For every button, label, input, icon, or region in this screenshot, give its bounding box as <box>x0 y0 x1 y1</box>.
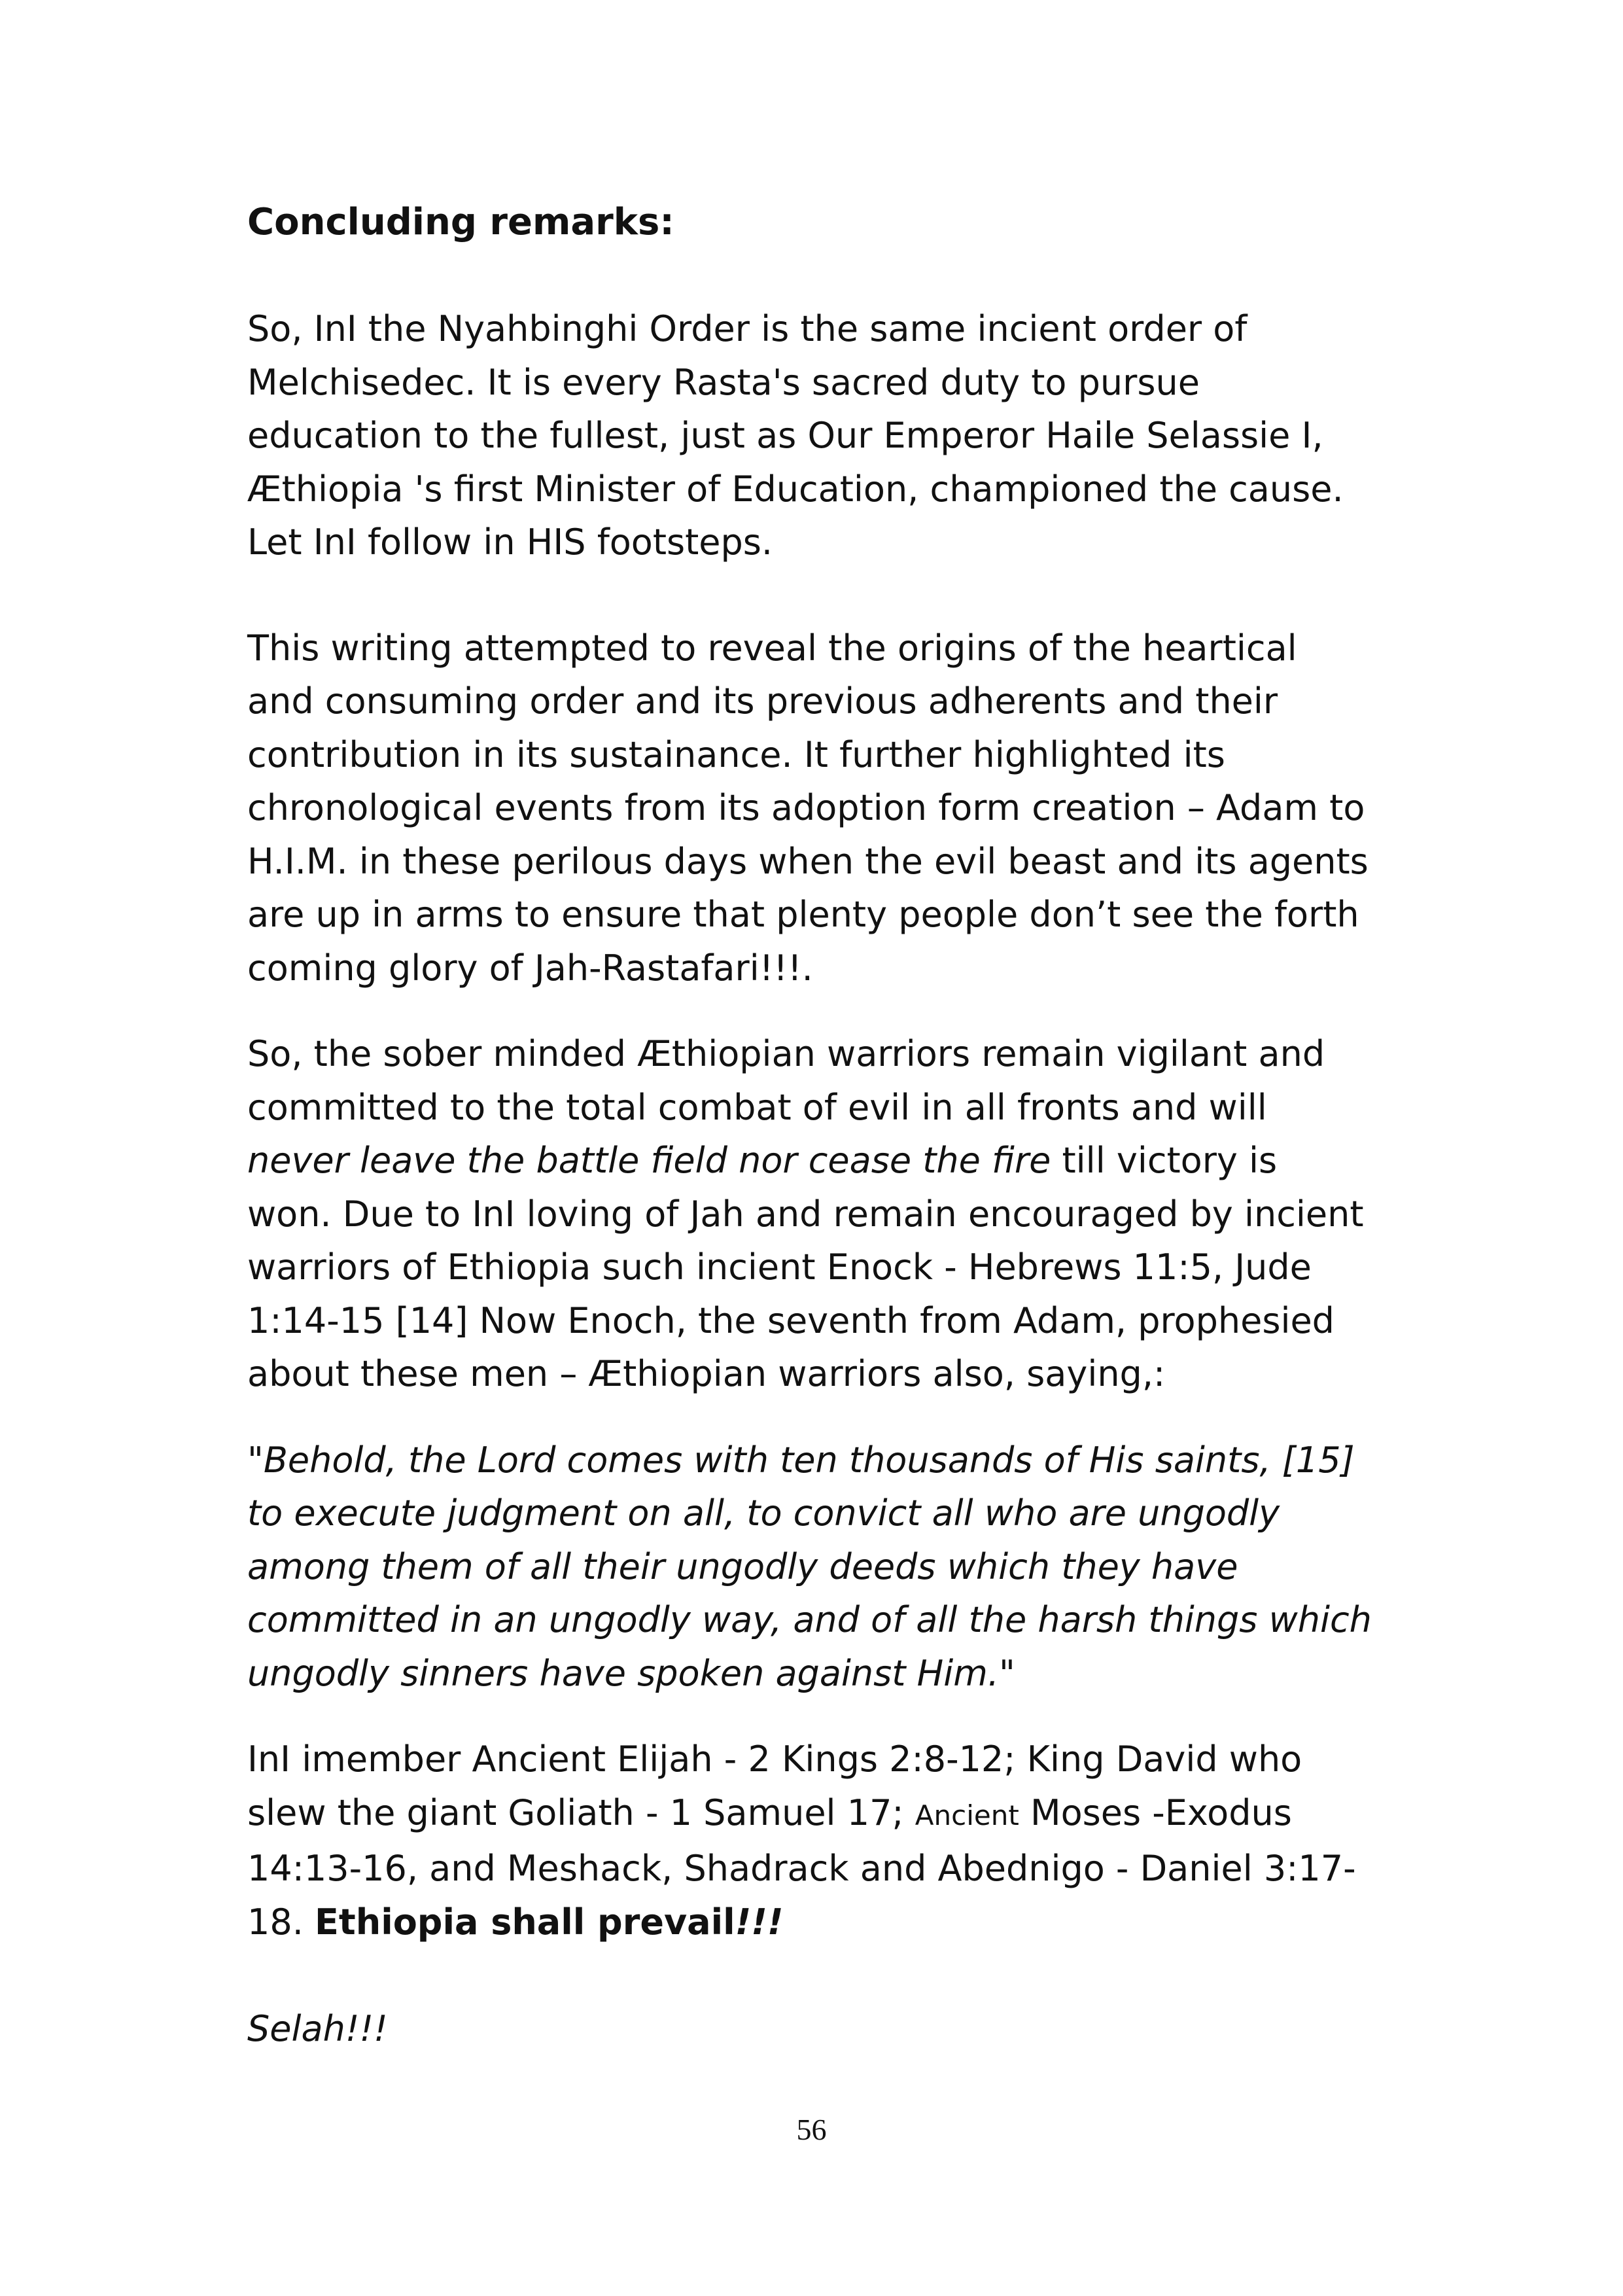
text-line: chronological events from its adoption form creation – Adam to <box>247 787 1365 828</box>
text-fragment: Moses -Exodus <box>1019 1792 1292 1833</box>
document-body <box>247 196 1399 2056</box>
quote-line: ungodly sinners have spoken against Him." <box>247 1652 1015 1694</box>
text-line: committed to the total combat of evil in all fronts and will <box>247 1086 1267 1128</box>
text-line: 14:13-16, and Meshack, Shadrack and Abednigo - Daniel 3:17- <box>247 1848 1356 1889</box>
text-line <box>247 1786 1399 1843</box>
text-line: This writing attempted to reveal the origins of the heartical <box>247 627 1297 669</box>
text-line: So, the sober minded Æthiopian warriors remain vigilant and <box>247 1033 1325 1074</box>
section-heading: Concluding remarks: <box>247 201 674 243</box>
text-fragment: slew the giant Goliath - 1 Samuel 17; <box>247 1792 915 1833</box>
emphasis-text: never leave the battle field nor cease the fire <box>247 1140 1051 1181</box>
text-fragment: till victory is <box>1051 1140 1278 1181</box>
paragraph-warriors <box>247 1027 1399 1401</box>
text-line: InI imember Ancient Elijah - 2 Kings 2:8-12; King David who <box>247 1739 1302 1780</box>
text-line: about these men – Æthiopian warriors also, saying,: <box>247 1353 1166 1394</box>
small-text: Ancient <box>915 1799 1019 1831</box>
paragraph-intro <box>247 302 1399 569</box>
quote-line: among them of all their ungodly deeds which they have <box>247 1545 1238 1587</box>
text-line: and consuming order and its previous adherents and their <box>247 680 1278 722</box>
text-line: Let InI follow in HIS footsteps. <box>247 521 773 563</box>
bold-italic-exclamation: !!! <box>735 1901 784 1943</box>
text-line: Æthiopia 's first Minister of Education, championed the cause. <box>247 468 1344 510</box>
text-line: are up in arms to ensure that plenty people don’t see the forth <box>247 894 1359 935</box>
bold-proclamation: Ethiopia shall prevail <box>315 1901 735 1943</box>
text-fragment: 18. <box>247 1901 315 1943</box>
text-line: education to the fullest, just as Our Emperor Haile Selassie I, <box>247 415 1323 456</box>
text-line: coming glory of Jah-Rastafari!!!. <box>247 947 813 989</box>
text-line <box>247 1896 1399 1949</box>
text-line: contribution in its sustainance. It further highlighted its <box>247 733 1225 775</box>
paragraph-ancients <box>247 1733 1399 1949</box>
page-number: 56 <box>796 2113 827 2146</box>
text-line: So, InI the Nyahbinghi Order is the same incient order of <box>247 308 1248 349</box>
text-line: H.I.M. in these perilous days when the evil beast and its agents <box>247 840 1369 882</box>
closing-word: Selah!!! <box>247 2008 388 2049</box>
scripture-quote <box>247 1434 1399 1701</box>
text-line: won. Due to InI loving of Jah and remain encouraged by incient <box>247 1193 1364 1235</box>
quote-line: "Behold, the Lord comes with ten thousands of His saints, [15] <box>247 1439 1355 1481</box>
text-line: Melchisedec. It is every Rasta's sacred duty to pursue <box>247 361 1200 403</box>
paragraph-writing-summary <box>247 622 1399 995</box>
quote-line: committed in an ungodly way, and of all the harsh things which <box>247 1599 1372 1640</box>
quote-line: to execute judgment on all, to convict all who are ungodly <box>247 1492 1280 1534</box>
text-line <box>247 1134 1399 1188</box>
text-line: 1:14-15 [14] Now Enoch, the seventh from Adam, prophesied <box>247 1299 1335 1341</box>
text-line: warriors of Ethiopia such incient Enock - Hebrews 11:5, Jude <box>247 1246 1312 1288</box>
